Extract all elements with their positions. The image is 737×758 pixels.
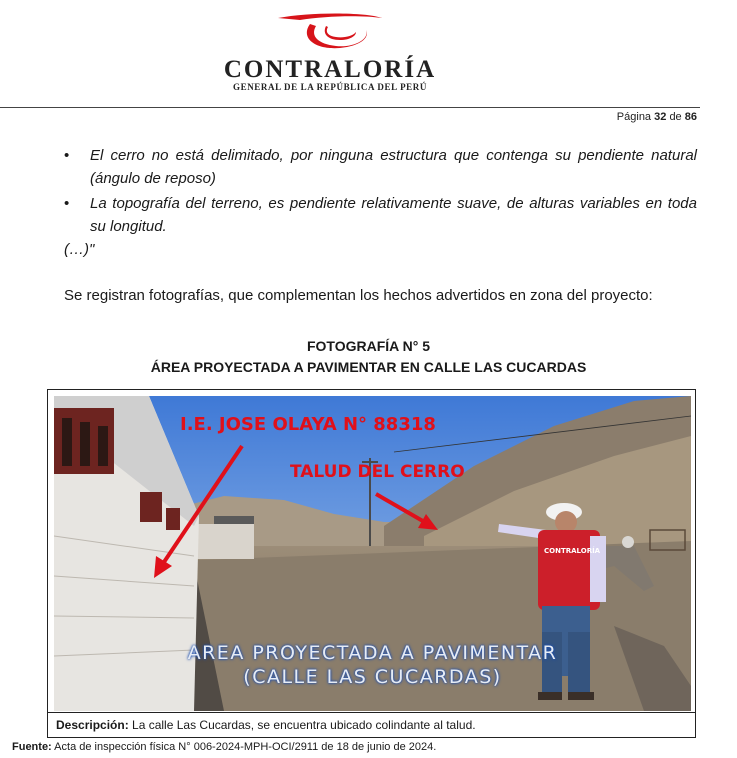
site-photo bbox=[54, 396, 691, 711]
header-divider bbox=[0, 107, 700, 108]
logo-subtitle: GENERAL DE LA REPÚBLICA DEL PERÚ bbox=[233, 82, 427, 92]
list-item: • El cerro no está delimitado, por ninguna estructura que contenga su pendiente natural (ángulo de reposo) bbox=[64, 144, 697, 190]
page-number: Página 32 de 86 bbox=[616, 111, 697, 123]
source-label: Fuente: bbox=[12, 741, 52, 753]
description-label: Descripción: bbox=[56, 718, 129, 732]
logo-text: CONTRALORÍA bbox=[223, 56, 437, 83]
photo-description bbox=[48, 712, 695, 738]
quote-ellipsis: (…)" bbox=[64, 241, 95, 258]
bullet-list bbox=[64, 144, 697, 240]
photo-title: FOTOGRAFÍA N° 5 ÁREA PROYECTADA A PAVIMENTAR EN CALLE LAS CUCARDAS bbox=[150, 338, 587, 375]
source-text: Acta de inspección física N° 006-2024-MPH-OCI/2911 de 18 de junio de 2024. bbox=[51, 741, 437, 753]
vest-logo-text: CONTRALORÍA bbox=[544, 547, 601, 555]
overlay-caption-line1: AREA PROYECTADA A PAVIMENTAR bbox=[187, 642, 558, 664]
contraloria-logo-swoosh-icon bbox=[270, 10, 390, 56]
slope-label: TALUD DEL CERRO bbox=[290, 462, 465, 482]
overlay-caption-line2: (CALLE LAS CUCARDAS) bbox=[243, 666, 502, 688]
list-item: • La topografía del terreno, es pendiente relativamente suave, de alturas variables en toda su longitud. bbox=[64, 192, 697, 238]
school-label: I.E. JOSE OLAYA N° 88318 bbox=[180, 414, 436, 435]
photo-frame bbox=[47, 389, 696, 738]
body-paragraph: Se registran fotografías, que complementan los hechos advertidos en zona del proyecto: bbox=[64, 287, 653, 304]
source-note bbox=[12, 741, 436, 753]
page-header bbox=[0, 0, 737, 123]
description-text: La calle Las Cucardas, se encuentra ubicado colindante al talud. bbox=[128, 718, 476, 732]
